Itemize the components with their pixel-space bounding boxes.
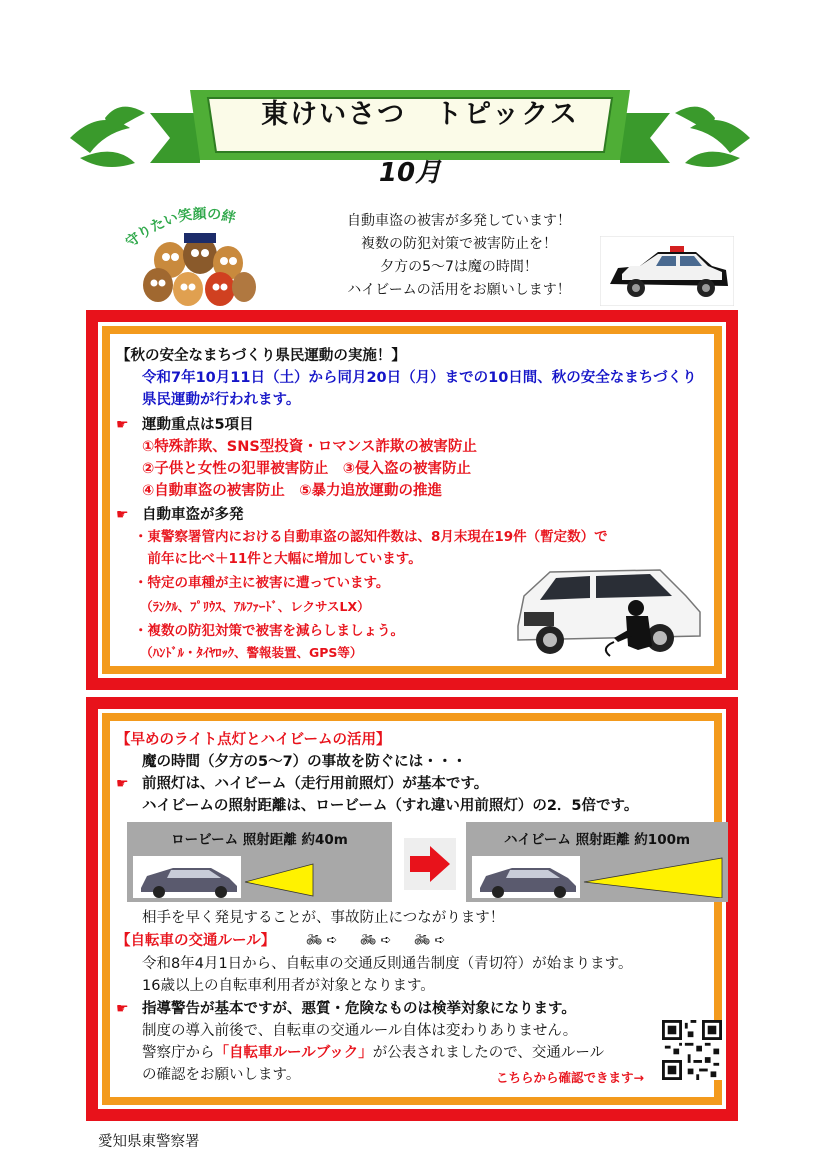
rule-line: 制度の導入前後で、自転車の交通ルール自体は変わりありません。: [142, 1023, 578, 1039]
bike-heading: 【自転車の交通ルール】: [116, 933, 276, 949]
focus-title: 運動重点は5項目: [142, 417, 254, 433]
distance-line: ハイビームの照射距離は、ロービーム（すれ違い用前照灯）の2．5倍です。: [142, 798, 639, 814]
bicycle-icon: 🚲︎ ➪: [414, 933, 446, 948]
focus-item: ②子供と女性の犯罪被害防止 ③侵入盗の被害防止: [142, 461, 472, 477]
qr-code[interactable]: [662, 1020, 722, 1080]
theft-line: 前年に比べ＋11件と大幅に増加しています。: [134, 551, 422, 567]
high-beam-diagram: [472, 856, 724, 898]
headlight-line: 前照灯は、ハイビーム（走行用前照灯）が基本です。: [142, 776, 489, 792]
pointing-hand-icon: ☛: [116, 507, 129, 523]
theft-line: ・特定の車種が主に被害に遭っています。: [134, 575, 390, 591]
low-beam-label: ロービーム 照射距離 約40m: [171, 832, 348, 848]
rule-line: の確認をお願いします。: [142, 1067, 301, 1083]
guidance-line: 指導警告が基本ですが、悪質・危険なものは検挙対象になります。: [142, 1001, 576, 1017]
month-label: 10月: [378, 158, 442, 188]
focus-item: ④自動車盗の被害防止 ⑤暴力追放運動の推進: [142, 483, 443, 499]
rule-line-suffix: が公表されましたので、交通ルール: [372, 1045, 605, 1061]
intro-line: 複数の防犯対策で被害防止を！: [361, 236, 557, 252]
theft-line: （ﾊﾝﾄﾞﾙ・ﾀｲﾔﾛｯｸ、警報装置、GPS等）: [134, 645, 363, 660]
page-title: 東けいさつ トピックス: [261, 99, 579, 130]
section2-heading: 【早めのライト点灯とハイビームの活用】: [116, 732, 391, 748]
section1-period-line: 令和7年10月11日（土）から同月20日（月）までの10日間、秋の安全なまちづくり: [142, 370, 697, 386]
high-beam-label: ハイビーム 照射距離 約100m: [503, 832, 691, 848]
intro-line: ハイビームの活用をお願いします！: [347, 282, 571, 298]
bike-line: 令和8年4月1日から、自転車の交通反則通告制度（青切符）が始まります。: [142, 956, 633, 972]
rule-line-prefix: 警察庁から: [142, 1045, 215, 1061]
intro-line: 夕方の5～7は魔の時間！: [380, 259, 538, 275]
section1-heading: 【秋の安全なまちづくり県民運動の実施！】: [116, 348, 406, 364]
dusk-line: 魔の時間（夕方の5～7）の事故を防ぐには・・・: [142, 754, 467, 770]
pointing-hand-icon: ☛: [116, 1001, 129, 1017]
rule-line: [142, 1043, 604, 1063]
high-beam-panel: [466, 822, 728, 902]
intro-line: 自動車盗の被害が多発しています！: [347, 213, 571, 229]
theft-title: 自動車盗が多発: [142, 507, 244, 523]
intro-message: [300, 210, 618, 302]
focus-item: ①特殊詐欺、SNS型投資・ロマンス詐欺の被害防止: [142, 439, 477, 455]
bicycle-icon: 🚲︎ ➪: [360, 933, 392, 948]
pointing-hand-icon: ☛: [116, 776, 129, 792]
bike-line: 16歳以上の自転車利用者が対象となります。: [142, 978, 435, 994]
owl-mascots-illustration: [128, 205, 258, 310]
police-car-illustration: [600, 236, 734, 306]
early-detect-line: 相手を早く発見することが、事故防止につながります！: [142, 910, 505, 926]
bicycle-icon: 🚲︎ ➪: [306, 933, 338, 948]
low-beam-panel: [127, 822, 392, 902]
section1-period-line: 県民運動が行われます。: [142, 392, 301, 408]
rulebook-link[interactable]: 「自転車ルールブック」: [214, 1045, 373, 1061]
theft-line: ・複数の防犯対策で被害を減らしましょう。: [134, 623, 404, 639]
pointing-hand-icon: ☛: [116, 417, 129, 433]
car-theft-illustration: [510, 556, 710, 666]
slogan-text: 守りたい笑顔の絆: [122, 206, 238, 251]
theft-line: （ﾗﾝｸﾙ、ﾌﾟﾘｳｽ、ｱﾙﾌｧｰﾄﾞ、レクサスLX）: [134, 599, 370, 614]
theft-line: ・東警察署管内における自動車盗の認知件数は、8月末現在19件（暫定数）で: [134, 529, 608, 545]
low-beam-diagram: [133, 856, 383, 898]
arrow-right-icon: [404, 838, 456, 890]
police-station-name: 愛知県東警察署: [98, 1134, 200, 1150]
qr-caption: こちらから確認できます→: [496, 1070, 644, 1085]
